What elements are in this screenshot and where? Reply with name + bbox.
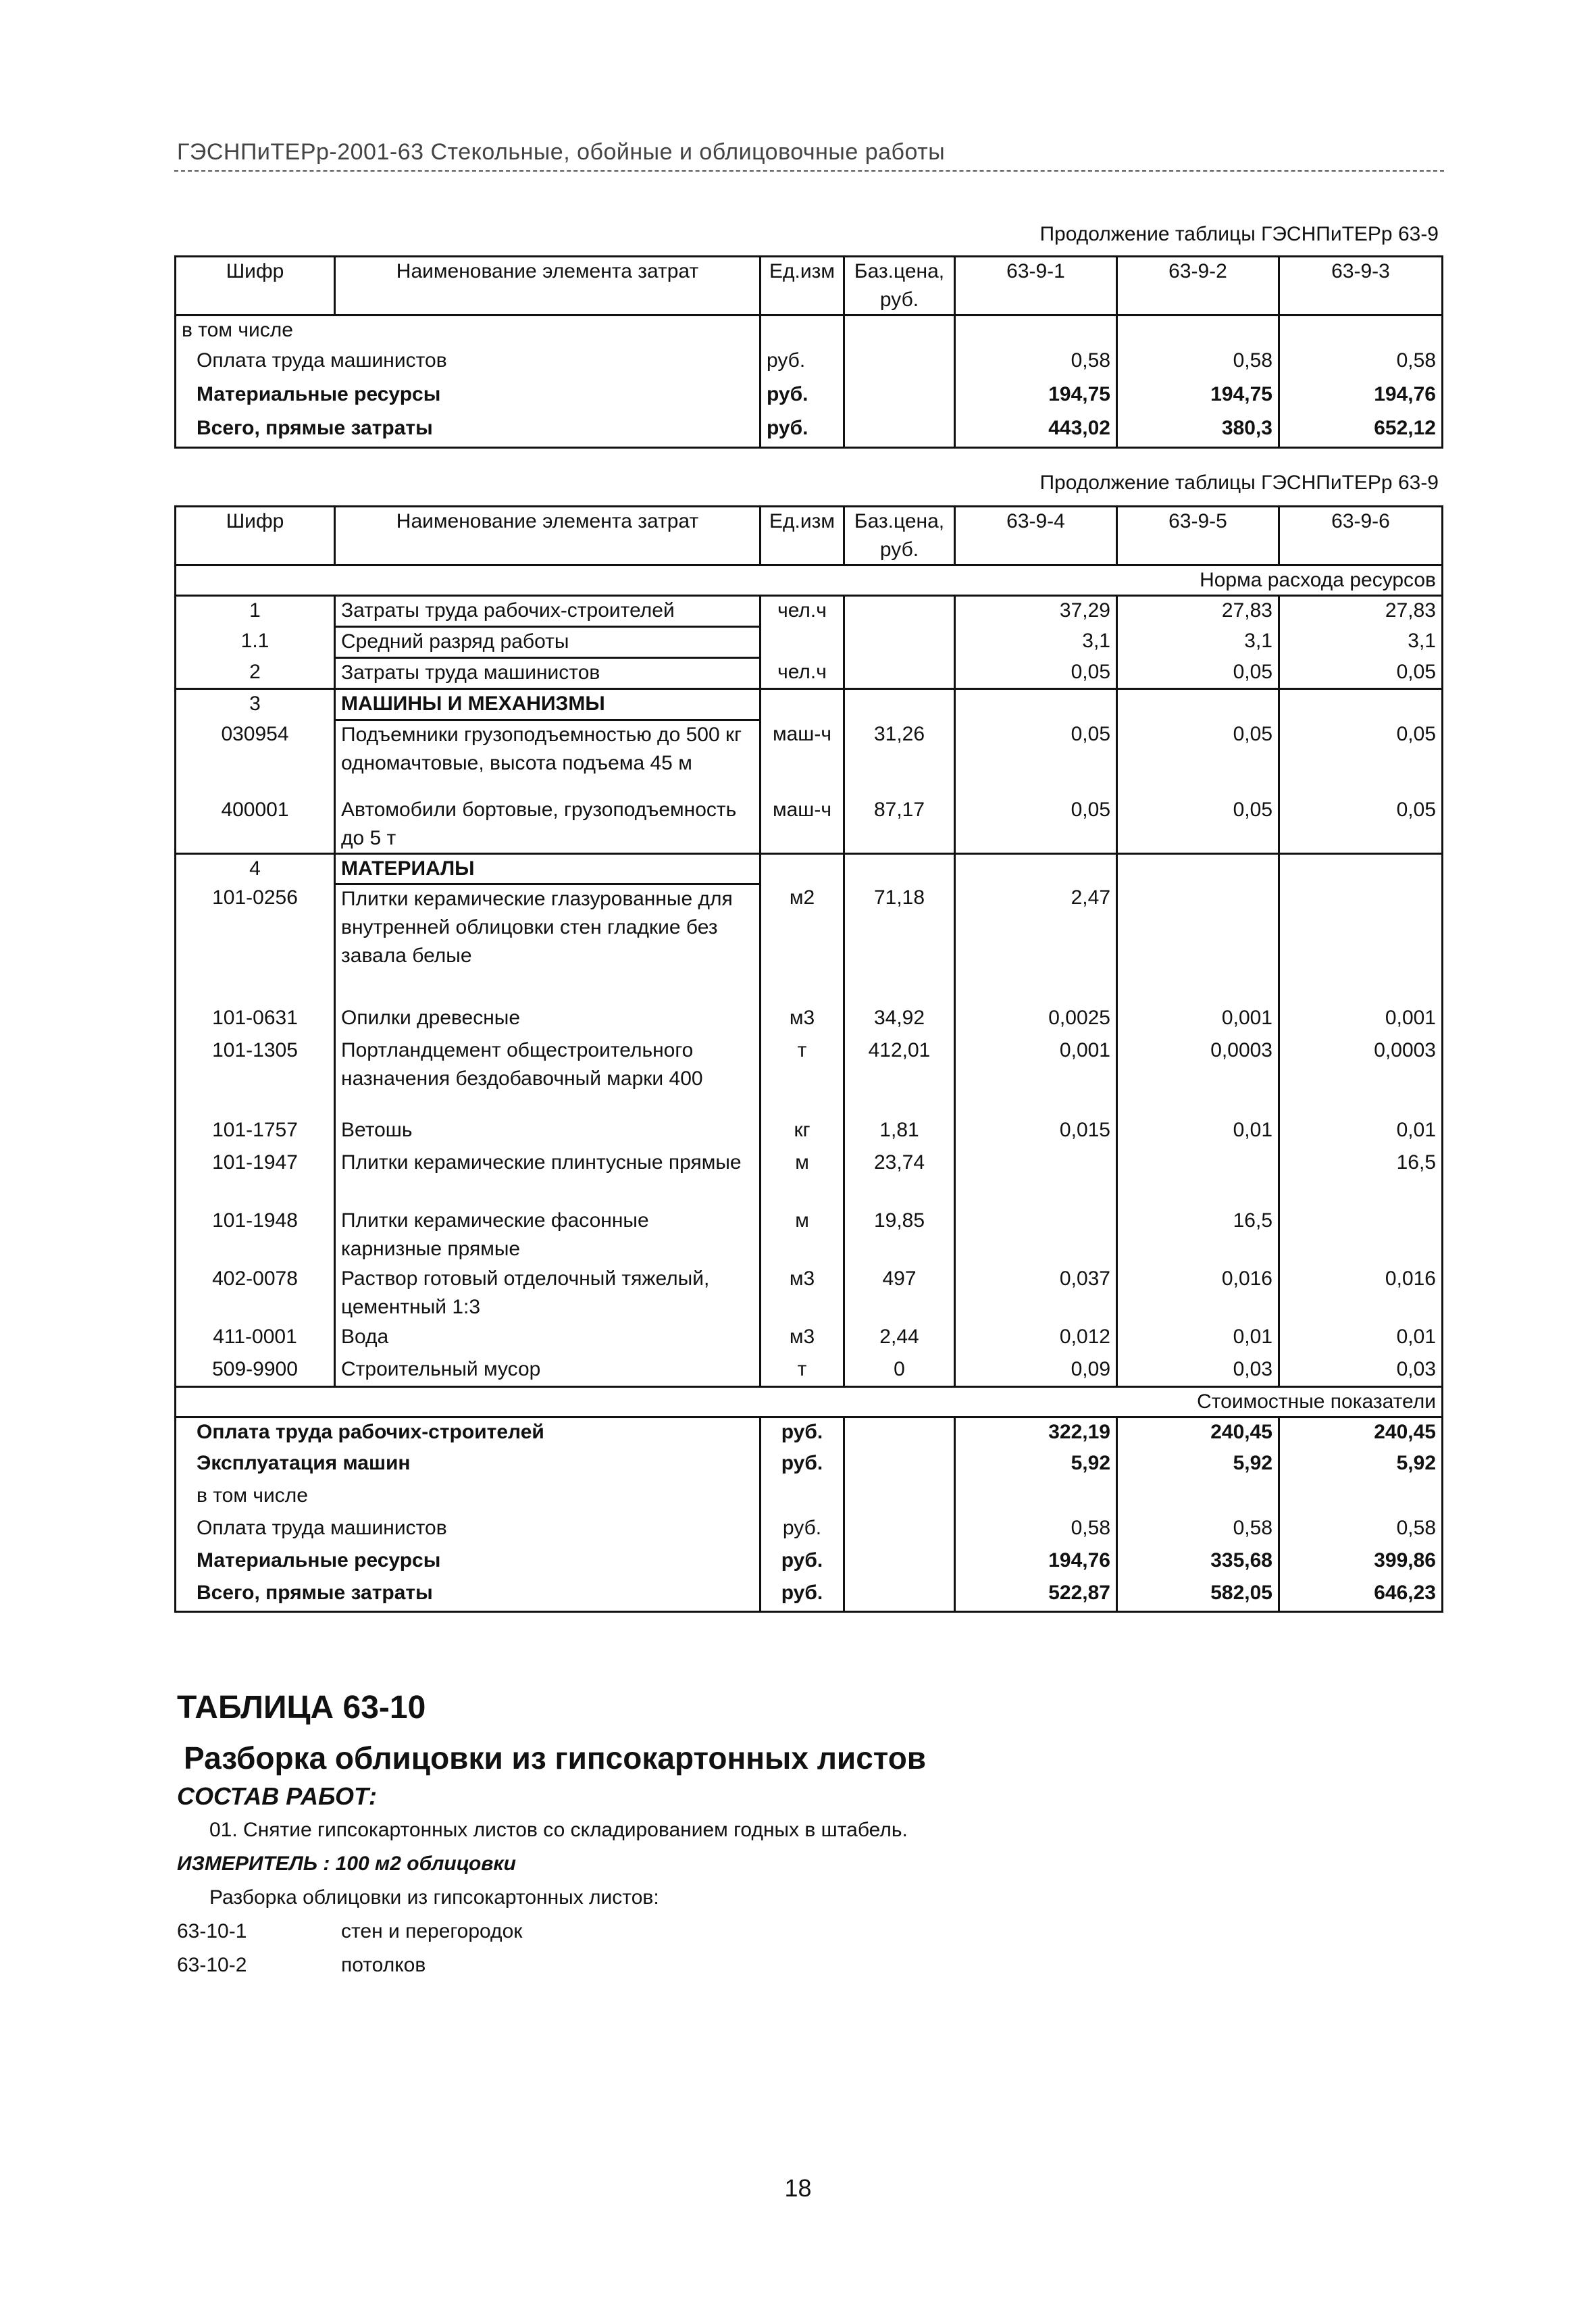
row-unit: руб. bbox=[761, 414, 844, 448]
row-value bbox=[1279, 884, 1443, 1004]
row-value bbox=[1117, 1482, 1279, 1514]
row-unit: руб. bbox=[761, 1449, 844, 1482]
row-code: 1.1 bbox=[176, 627, 335, 658]
row-value bbox=[955, 1149, 1117, 1207]
item-label: потолков bbox=[341, 1954, 426, 1976]
table-row bbox=[176, 414, 1443, 448]
col-header-63-9-6: 63-9-6 bbox=[1279, 507, 1443, 565]
row-value: 0,01 bbox=[1279, 1323, 1443, 1355]
row-unit: руб. bbox=[761, 1546, 844, 1579]
row-value: 37,29 bbox=[955, 596, 1117, 627]
row-value bbox=[955, 853, 1117, 884]
row-value bbox=[1279, 689, 1443, 720]
row-code: 101-1948 bbox=[176, 1207, 335, 1265]
row-price: 1,81 bbox=[844, 1116, 955, 1149]
row-name: Строительный мусор bbox=[335, 1355, 761, 1386]
row-value bbox=[955, 316, 1117, 347]
row-value: 0,01 bbox=[1117, 1116, 1279, 1149]
col-header-code: Шифр bbox=[176, 507, 335, 565]
row-name: Плитки керамические глазурованные для внутренней облицовки стен гладкие без завала белые bbox=[335, 884, 761, 1004]
row-name: Материальные ресурсы bbox=[176, 380, 761, 414]
row-value: 0,58 bbox=[955, 1514, 1117, 1546]
col-header-price: Баз.цена, руб. bbox=[844, 507, 955, 565]
row-value: 0,58 bbox=[955, 347, 1117, 380]
row-name: Всего, прямые затраты bbox=[176, 1579, 761, 1611]
col-header-code: Шифр bbox=[176, 257, 335, 316]
row-unit: м3 bbox=[761, 1004, 844, 1036]
row-value bbox=[1117, 1149, 1279, 1207]
row-value: 322,19 bbox=[955, 1417, 1117, 1449]
page-number: 18 bbox=[784, 2174, 812, 2202]
col-header-unit: Ед.изм bbox=[761, 507, 844, 565]
table-row bbox=[176, 380, 1443, 414]
row-price: 23,74 bbox=[844, 1149, 955, 1207]
table-row bbox=[176, 1323, 1443, 1355]
row-code: 411-0001 bbox=[176, 1323, 335, 1355]
table-row bbox=[176, 1355, 1443, 1386]
row-unit bbox=[761, 1482, 844, 1514]
row-unit: чел.ч bbox=[761, 658, 844, 689]
row-unit: маш-ч bbox=[761, 796, 844, 854]
table-name: Разборка облицовки из гипсокартонных листов bbox=[184, 1740, 927, 1776]
table-row bbox=[176, 658, 1443, 689]
table-row bbox=[176, 316, 1443, 347]
row-unit: маш-ч bbox=[761, 720, 844, 796]
table-row bbox=[176, 1265, 1443, 1323]
table-row bbox=[176, 1449, 1443, 1482]
row-unit: руб. bbox=[761, 1417, 844, 1449]
row-value: 27,83 bbox=[1279, 596, 1443, 627]
table-row bbox=[176, 1546, 1443, 1579]
table-row bbox=[176, 596, 1443, 627]
row-price: 19,85 bbox=[844, 1207, 955, 1265]
row-value: 2,47 bbox=[955, 884, 1117, 1004]
measure-unit: ИЗМЕРИТЕЛЬ : 100 м2 облицовки bbox=[177, 1853, 516, 1875]
row-value: 240,45 bbox=[1117, 1417, 1279, 1449]
row-value: 0,0003 bbox=[1117, 1036, 1279, 1116]
row-value: 16,5 bbox=[1279, 1149, 1443, 1207]
table-row bbox=[176, 1579, 1443, 1611]
col-header-name: Наименование элемента затрат bbox=[335, 257, 761, 316]
row-value: 0,01 bbox=[1279, 1116, 1443, 1149]
row-value: 194,75 bbox=[955, 380, 1117, 414]
header-rule bbox=[174, 170, 1444, 172]
row-name: Оплата труда рабочих-строителей bbox=[176, 1417, 761, 1449]
row-value: 5,92 bbox=[955, 1449, 1117, 1482]
col-header-63-9-4: 63-9-4 bbox=[955, 507, 1117, 565]
row-value: 194,75 bbox=[1117, 380, 1279, 414]
table1 bbox=[174, 255, 1443, 449]
row-name: Вода bbox=[335, 1323, 761, 1355]
row-value: 0,05 bbox=[955, 720, 1117, 796]
row-value: 0,03 bbox=[1279, 1355, 1443, 1386]
table-row bbox=[176, 796, 1443, 854]
row-value bbox=[1117, 316, 1279, 347]
cost-label-row bbox=[176, 1386, 1443, 1417]
table2-caption: Продолжение таблицы ГЭСНПиТЕРр 63-9 bbox=[1039, 472, 1439, 494]
row-price bbox=[844, 1482, 955, 1514]
row-unit: руб. bbox=[761, 347, 844, 380]
row-value: 194,76 bbox=[1279, 380, 1443, 414]
row-name: Затраты труда рабочих-строителей bbox=[335, 596, 761, 627]
row-unit: м bbox=[761, 1207, 844, 1265]
row-value: 0,05 bbox=[1279, 796, 1443, 854]
row-unit: чел.ч bbox=[761, 596, 844, 627]
row-unit: т bbox=[761, 1036, 844, 1116]
row-code: 400001 bbox=[176, 796, 335, 854]
row-code: 2 bbox=[176, 658, 335, 689]
row-code: 101-0256 bbox=[176, 884, 335, 1004]
row-unit bbox=[761, 627, 844, 658]
row-value: 0,0025 bbox=[955, 1004, 1117, 1036]
row-name: Оплата труда машинистов bbox=[176, 1514, 761, 1546]
row-value: 443,02 bbox=[955, 414, 1117, 448]
row-value: 399,86 bbox=[1279, 1546, 1443, 1579]
row-name: Эксплуатация машин bbox=[176, 1449, 761, 1482]
row-value: 0,05 bbox=[955, 658, 1117, 689]
table2 bbox=[174, 505, 1443, 1613]
row-unit bbox=[761, 689, 844, 720]
composition-title: СОСТАВ РАБОТ: bbox=[177, 1782, 377, 1810]
table2-header-row bbox=[176, 507, 1443, 565]
row-price: 2,44 bbox=[844, 1323, 955, 1355]
row-unit: м bbox=[761, 1149, 844, 1207]
col-header-price: Баз.цена, руб. bbox=[844, 257, 955, 316]
row-code: 4 bbox=[176, 853, 335, 884]
row-unit bbox=[761, 853, 844, 884]
row-value: 0,0003 bbox=[1279, 1036, 1443, 1116]
row-value: 0,05 bbox=[1279, 658, 1443, 689]
row-code: 030954 bbox=[176, 720, 335, 796]
row-price: 412,01 bbox=[844, 1036, 955, 1116]
row-value: 0,05 bbox=[955, 796, 1117, 854]
row-price: 34,92 bbox=[844, 1004, 955, 1036]
col-header-name: Наименование элемента затрат bbox=[335, 507, 761, 565]
row-name: Автомобили бортовые, грузоподъемность до 5 т bbox=[335, 796, 761, 854]
row-unit: руб. bbox=[761, 1579, 844, 1611]
row-value: 0,016 bbox=[1279, 1265, 1443, 1323]
row-value bbox=[1117, 853, 1279, 884]
row-value bbox=[1279, 1207, 1443, 1265]
row-value bbox=[1279, 316, 1443, 347]
row-value: 16,5 bbox=[1117, 1207, 1279, 1265]
row-price bbox=[844, 853, 955, 884]
row-price bbox=[844, 627, 955, 658]
table-row bbox=[176, 853, 1443, 884]
row-name: МАШИНЫ И МЕХАНИЗМЫ bbox=[335, 689, 761, 720]
table-row bbox=[176, 884, 1443, 1004]
row-unit: руб. bbox=[761, 1514, 844, 1546]
row-price: 497 bbox=[844, 1265, 955, 1323]
table-row bbox=[176, 720, 1443, 796]
col-header-unit: Ед.изм bbox=[761, 257, 844, 316]
row-value: 0,015 bbox=[955, 1116, 1117, 1149]
row-name: Плитки керамические фасонные карнизные прямые bbox=[335, 1207, 761, 1265]
table-row bbox=[176, 1207, 1443, 1265]
cost-label: Стоимостные показатели bbox=[176, 1386, 1443, 1417]
table-row bbox=[176, 1514, 1443, 1546]
row-value bbox=[1279, 853, 1443, 884]
item-label: стен и перегородок bbox=[341, 1920, 523, 1942]
row-value: 27,83 bbox=[1117, 596, 1279, 627]
row-value: 0,012 bbox=[955, 1323, 1117, 1355]
row-name: Опилки древесные bbox=[335, 1004, 761, 1036]
row-value: 652,12 bbox=[1279, 414, 1443, 448]
row-value: 0,01 bbox=[1117, 1323, 1279, 1355]
row-value: 0,58 bbox=[1117, 1514, 1279, 1546]
row-unit: т bbox=[761, 1355, 844, 1386]
row-price bbox=[844, 1449, 955, 1482]
row-value: 0,58 bbox=[1279, 347, 1443, 380]
row-name: Средний разряд работы bbox=[335, 627, 761, 658]
row-unit: кг bbox=[761, 1116, 844, 1149]
item-code: 63-10-1 bbox=[177, 1920, 247, 1942]
row-value: 0,58 bbox=[1117, 347, 1279, 380]
intro-text: Разборка облицовки из гипсокартонных листов: bbox=[209, 1886, 659, 1909]
table-row bbox=[176, 1116, 1443, 1149]
row-name: Всего, прямые затраты bbox=[176, 414, 761, 448]
row-value: 3,1 bbox=[1117, 627, 1279, 658]
row-unit bbox=[761, 316, 844, 347]
row-price bbox=[844, 596, 955, 627]
row-name: Ветошь bbox=[335, 1116, 761, 1149]
row-value bbox=[1279, 1482, 1443, 1514]
row-price bbox=[844, 1546, 955, 1579]
row-name: Раствор готовый отделочный тяжелый, цементный 1:3 bbox=[335, 1265, 761, 1323]
row-name: Материальные ресурсы bbox=[176, 1546, 761, 1579]
row-code: 402-0078 bbox=[176, 1265, 335, 1323]
row-value: 335,68 bbox=[1117, 1546, 1279, 1579]
row-code: 101-0631 bbox=[176, 1004, 335, 1036]
row-value: 0,58 bbox=[1279, 1514, 1443, 1546]
row-value: 0,05 bbox=[1279, 720, 1443, 796]
col-header-63-9-1: 63-9-1 bbox=[955, 257, 1117, 316]
row-value bbox=[1117, 689, 1279, 720]
row-unit: руб. bbox=[761, 380, 844, 414]
row-name: Оплата труда машинистов bbox=[176, 347, 761, 380]
row-unit: м3 bbox=[761, 1323, 844, 1355]
row-value: 0,001 bbox=[955, 1036, 1117, 1116]
table1-header-row bbox=[176, 257, 1443, 316]
row-price: 71,18 bbox=[844, 884, 955, 1004]
row-value: 0,037 bbox=[955, 1265, 1117, 1323]
row-name: в том числе bbox=[176, 1482, 761, 1514]
table-row bbox=[176, 689, 1443, 720]
row-code: 101-1305 bbox=[176, 1036, 335, 1116]
row-value: 3,1 bbox=[955, 627, 1117, 658]
table-row bbox=[176, 1482, 1443, 1514]
row-value: 5,92 bbox=[1117, 1449, 1279, 1482]
row-value bbox=[1117, 884, 1279, 1004]
row-name: МАТЕРИАЛЫ bbox=[335, 853, 761, 884]
norm-label-row bbox=[176, 565, 1443, 596]
row-value: 3,1 bbox=[1279, 627, 1443, 658]
row-price: 0 bbox=[844, 1355, 955, 1386]
row-name: Портландцемент общестроительного назначения бездобавочный марки 400 bbox=[335, 1036, 761, 1116]
row-value bbox=[955, 1207, 1117, 1265]
row-value: 0,09 bbox=[955, 1355, 1117, 1386]
item-code: 63-10-2 bbox=[177, 1954, 247, 1976]
row-value bbox=[955, 689, 1117, 720]
row-price bbox=[844, 1514, 955, 1546]
row-code: 101-1757 bbox=[176, 1116, 335, 1149]
row-value: 380,3 bbox=[1117, 414, 1279, 448]
row-value: 0,05 bbox=[1117, 796, 1279, 854]
row-value: 582,05 bbox=[1117, 1579, 1279, 1611]
table-row bbox=[176, 1149, 1443, 1207]
table-row bbox=[176, 627, 1443, 658]
row-value: 0,03 bbox=[1117, 1355, 1279, 1386]
document-header: ГЭСНПиТЕРр-2001-63 Стекольные, обойные и облицовочные работы bbox=[177, 139, 946, 165]
col-header-63-9-3: 63-9-3 bbox=[1279, 257, 1443, 316]
col-header-63-9-5: 63-9-5 bbox=[1117, 507, 1279, 565]
row-value: 240,45 bbox=[1279, 1417, 1443, 1449]
row-price bbox=[844, 689, 955, 720]
row-code: 3 bbox=[176, 689, 335, 720]
row-value: 0,001 bbox=[1279, 1004, 1443, 1036]
row-value: 0,05 bbox=[1117, 658, 1279, 689]
row-unit: м3 bbox=[761, 1265, 844, 1323]
row-name: Затраты труда машинистов bbox=[335, 658, 761, 689]
col-header-63-9-2: 63-9-2 bbox=[1117, 257, 1279, 316]
row-value: 194,76 bbox=[955, 1546, 1117, 1579]
composition-item: 01. Снятие гипсокартонных листов со складированием годных в штабель. bbox=[209, 1819, 908, 1841]
table-row bbox=[176, 347, 1443, 380]
row-name: Плитки керамические плинтусные прямые bbox=[335, 1149, 761, 1207]
row-value bbox=[955, 1482, 1117, 1514]
row-code: 509-9900 bbox=[176, 1355, 335, 1386]
row-value: 522,87 bbox=[955, 1579, 1117, 1611]
row-code: 1 bbox=[176, 596, 335, 627]
row-price bbox=[844, 1579, 955, 1611]
table1-caption: Продолжение таблицы ГЭСНПиТЕРр 63-9 bbox=[1039, 223, 1439, 245]
row-price bbox=[844, 1417, 955, 1449]
table-heading: ТАБЛИЦА 63-10 bbox=[177, 1690, 426, 1726]
table-row bbox=[176, 1417, 1443, 1449]
row-name: Подъемники грузоподъемностью до 500 кг одномачтовые, высота подъема 45 м bbox=[335, 720, 761, 796]
row-unit: м2 bbox=[761, 884, 844, 1004]
row-value: 5,92 bbox=[1279, 1449, 1443, 1482]
table-row bbox=[176, 1036, 1443, 1116]
row-price: 87,17 bbox=[844, 796, 955, 854]
row-value: 0,016 bbox=[1117, 1265, 1279, 1323]
row-name: в том числе bbox=[176, 316, 761, 347]
row-value: 646,23 bbox=[1279, 1579, 1443, 1611]
norm-label: Норма расхода ресурсов bbox=[176, 565, 1443, 596]
row-value: 0,001 bbox=[1117, 1004, 1279, 1036]
row-value: 0,05 bbox=[1117, 720, 1279, 796]
row-code: 101-1947 bbox=[176, 1149, 335, 1207]
table-row bbox=[176, 1004, 1443, 1036]
row-price bbox=[844, 658, 955, 689]
row-price: 31,26 bbox=[844, 720, 955, 796]
